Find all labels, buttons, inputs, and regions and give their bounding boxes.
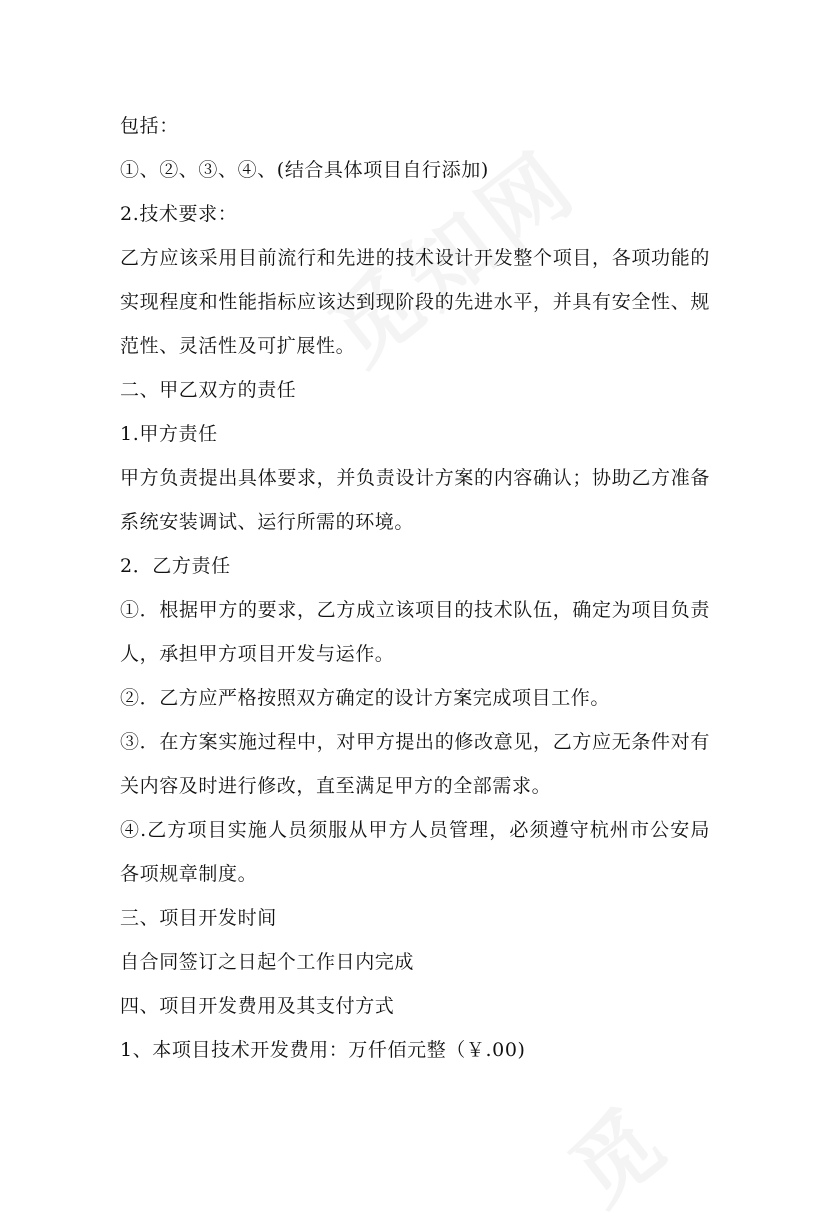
list-item-line: ①．根据甲方的要求，乙方成立该项目的技术队伍，确定为项目负责 — [120, 599, 710, 621]
paragraph-line: 乙方应该采用目前流行和先进的技术设计开发整个项目，各项功能的 — [120, 247, 710, 269]
paragraph-line: 1、本项目技术开发费用：万仟佰元整（￥.00) — [120, 1039, 526, 1061]
list-item-line: 关内容及时进行修改，直至满足甲方的全部需求。 — [120, 775, 552, 797]
section-heading-dev-time: 三、项目开发时间 — [120, 907, 277, 929]
heading-tech-requirements: 2.技术要求： — [120, 203, 238, 225]
list-item-line: ④.乙方项目实施人员须服从甲方人员管理，必须遵守杭州市公安局 — [120, 819, 710, 841]
subheading-party-b: 2．乙方责任 — [120, 555, 231, 577]
list-item-line: 人，承担甲方项目开发与运作。 — [120, 643, 395, 665]
paragraph-line: 自合同签订之日起个工作日内完成 — [120, 951, 415, 973]
document-body — [120, 104, 720, 1072]
watermark-bottom — [540, 1077, 684, 1228]
subheading-party-a: 1.甲方责任 — [120, 423, 218, 445]
list-item-line: 各项规章制度。 — [120, 863, 258, 885]
section-heading-responsibilities: 二、甲乙双方的责任 — [120, 379, 297, 401]
section-heading-fees: 四、项目开发费用及其支付方式 — [120, 995, 395, 1017]
paragraph-line: 甲方负责提出具体要求，并负责设计方案的内容确认；协助乙方准备 — [120, 467, 710, 489]
paragraph-line: 系统安装调试、运行所需的环境。 — [120, 511, 415, 533]
list-item-line: ③．在方案实施过程中，对甲方提出的修改意见，乙方应无条件对有 — [120, 731, 710, 753]
paragraph-line: 实现程度和性能指标应该达到现阶段的先进水平，并具有安全性、规 — [120, 291, 710, 313]
paragraph-line: 范性、灵活性及可扩展性。 — [120, 335, 356, 357]
text-line-items: ①、②、③、④、(结合具体项目自行添加) — [120, 159, 489, 181]
text-line-includes: 包括： — [120, 115, 179, 137]
list-item-line: ②．乙方应严格按照双方确定的设计方案完成项目工作。 — [120, 687, 611, 709]
